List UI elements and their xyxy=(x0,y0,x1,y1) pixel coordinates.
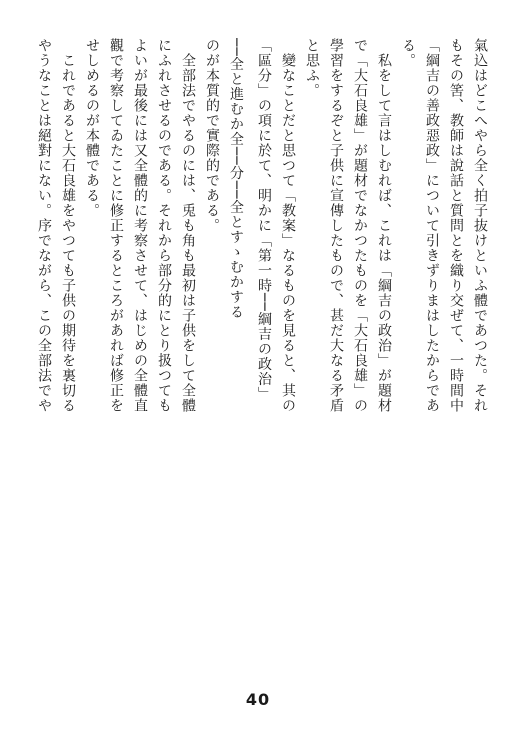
text-line: やうなことは絕對にない。序でながら、この全部法でや xyxy=(36,38,52,413)
text-line: これであると大石良雄をやつても子供の期待を裏切る xyxy=(60,38,76,413)
text-line xyxy=(28,38,32,678)
text-line: 氣込はどこへやら全く拍子抜けといふ體であつた。それ xyxy=(472,38,488,413)
text-line: と思ふ。 xyxy=(304,38,320,98)
text-line: 私をして言はしむれば、これは「綱吉の政治」が題材 xyxy=(376,38,392,413)
left-text-column xyxy=(28,38,248,678)
text-line: よいが最後には又全體的に考察させて、はじめの全體直 xyxy=(132,38,148,413)
text-line: 全部法でやるのには、兎も角も最初は子供をして全體 xyxy=(180,38,196,413)
text-line: る。 xyxy=(400,38,416,68)
page-number: 40 xyxy=(245,690,271,709)
text-line: 「綱吉の善政惡政」について引きずりまはしたからであ xyxy=(424,38,440,413)
text-line: 學習をするぞと子供に宣傳したもので、甚だ大なる矛盾 xyxy=(328,38,344,413)
right-text-column xyxy=(256,38,492,678)
text-line: ──全と進むか全──分──全とすゝむかする xyxy=(228,38,244,320)
text-line: にふれさせるのである。それから部分的にとり扱つても xyxy=(156,38,172,413)
text-line: で「大石良雄」が題材でなかつたものを「大石良雄」の xyxy=(352,38,368,413)
text-line: 「區分」の項に於て、明かに「第一時──綱吉の政治」 xyxy=(256,38,272,402)
text-line: 變なことだと思つて「教案」なるものを見ると、其の xyxy=(280,38,296,413)
text-line: のが本質的で實際的である。 xyxy=(204,38,220,233)
text-line: せしめるのが本體である。 xyxy=(84,38,100,218)
text-line: もその筈、教師は說話と質問とを織り交ぜて、一時間中 xyxy=(448,38,464,413)
text-line: 觀で考察してゐたことに修正するところがあれば修正を xyxy=(108,38,124,413)
